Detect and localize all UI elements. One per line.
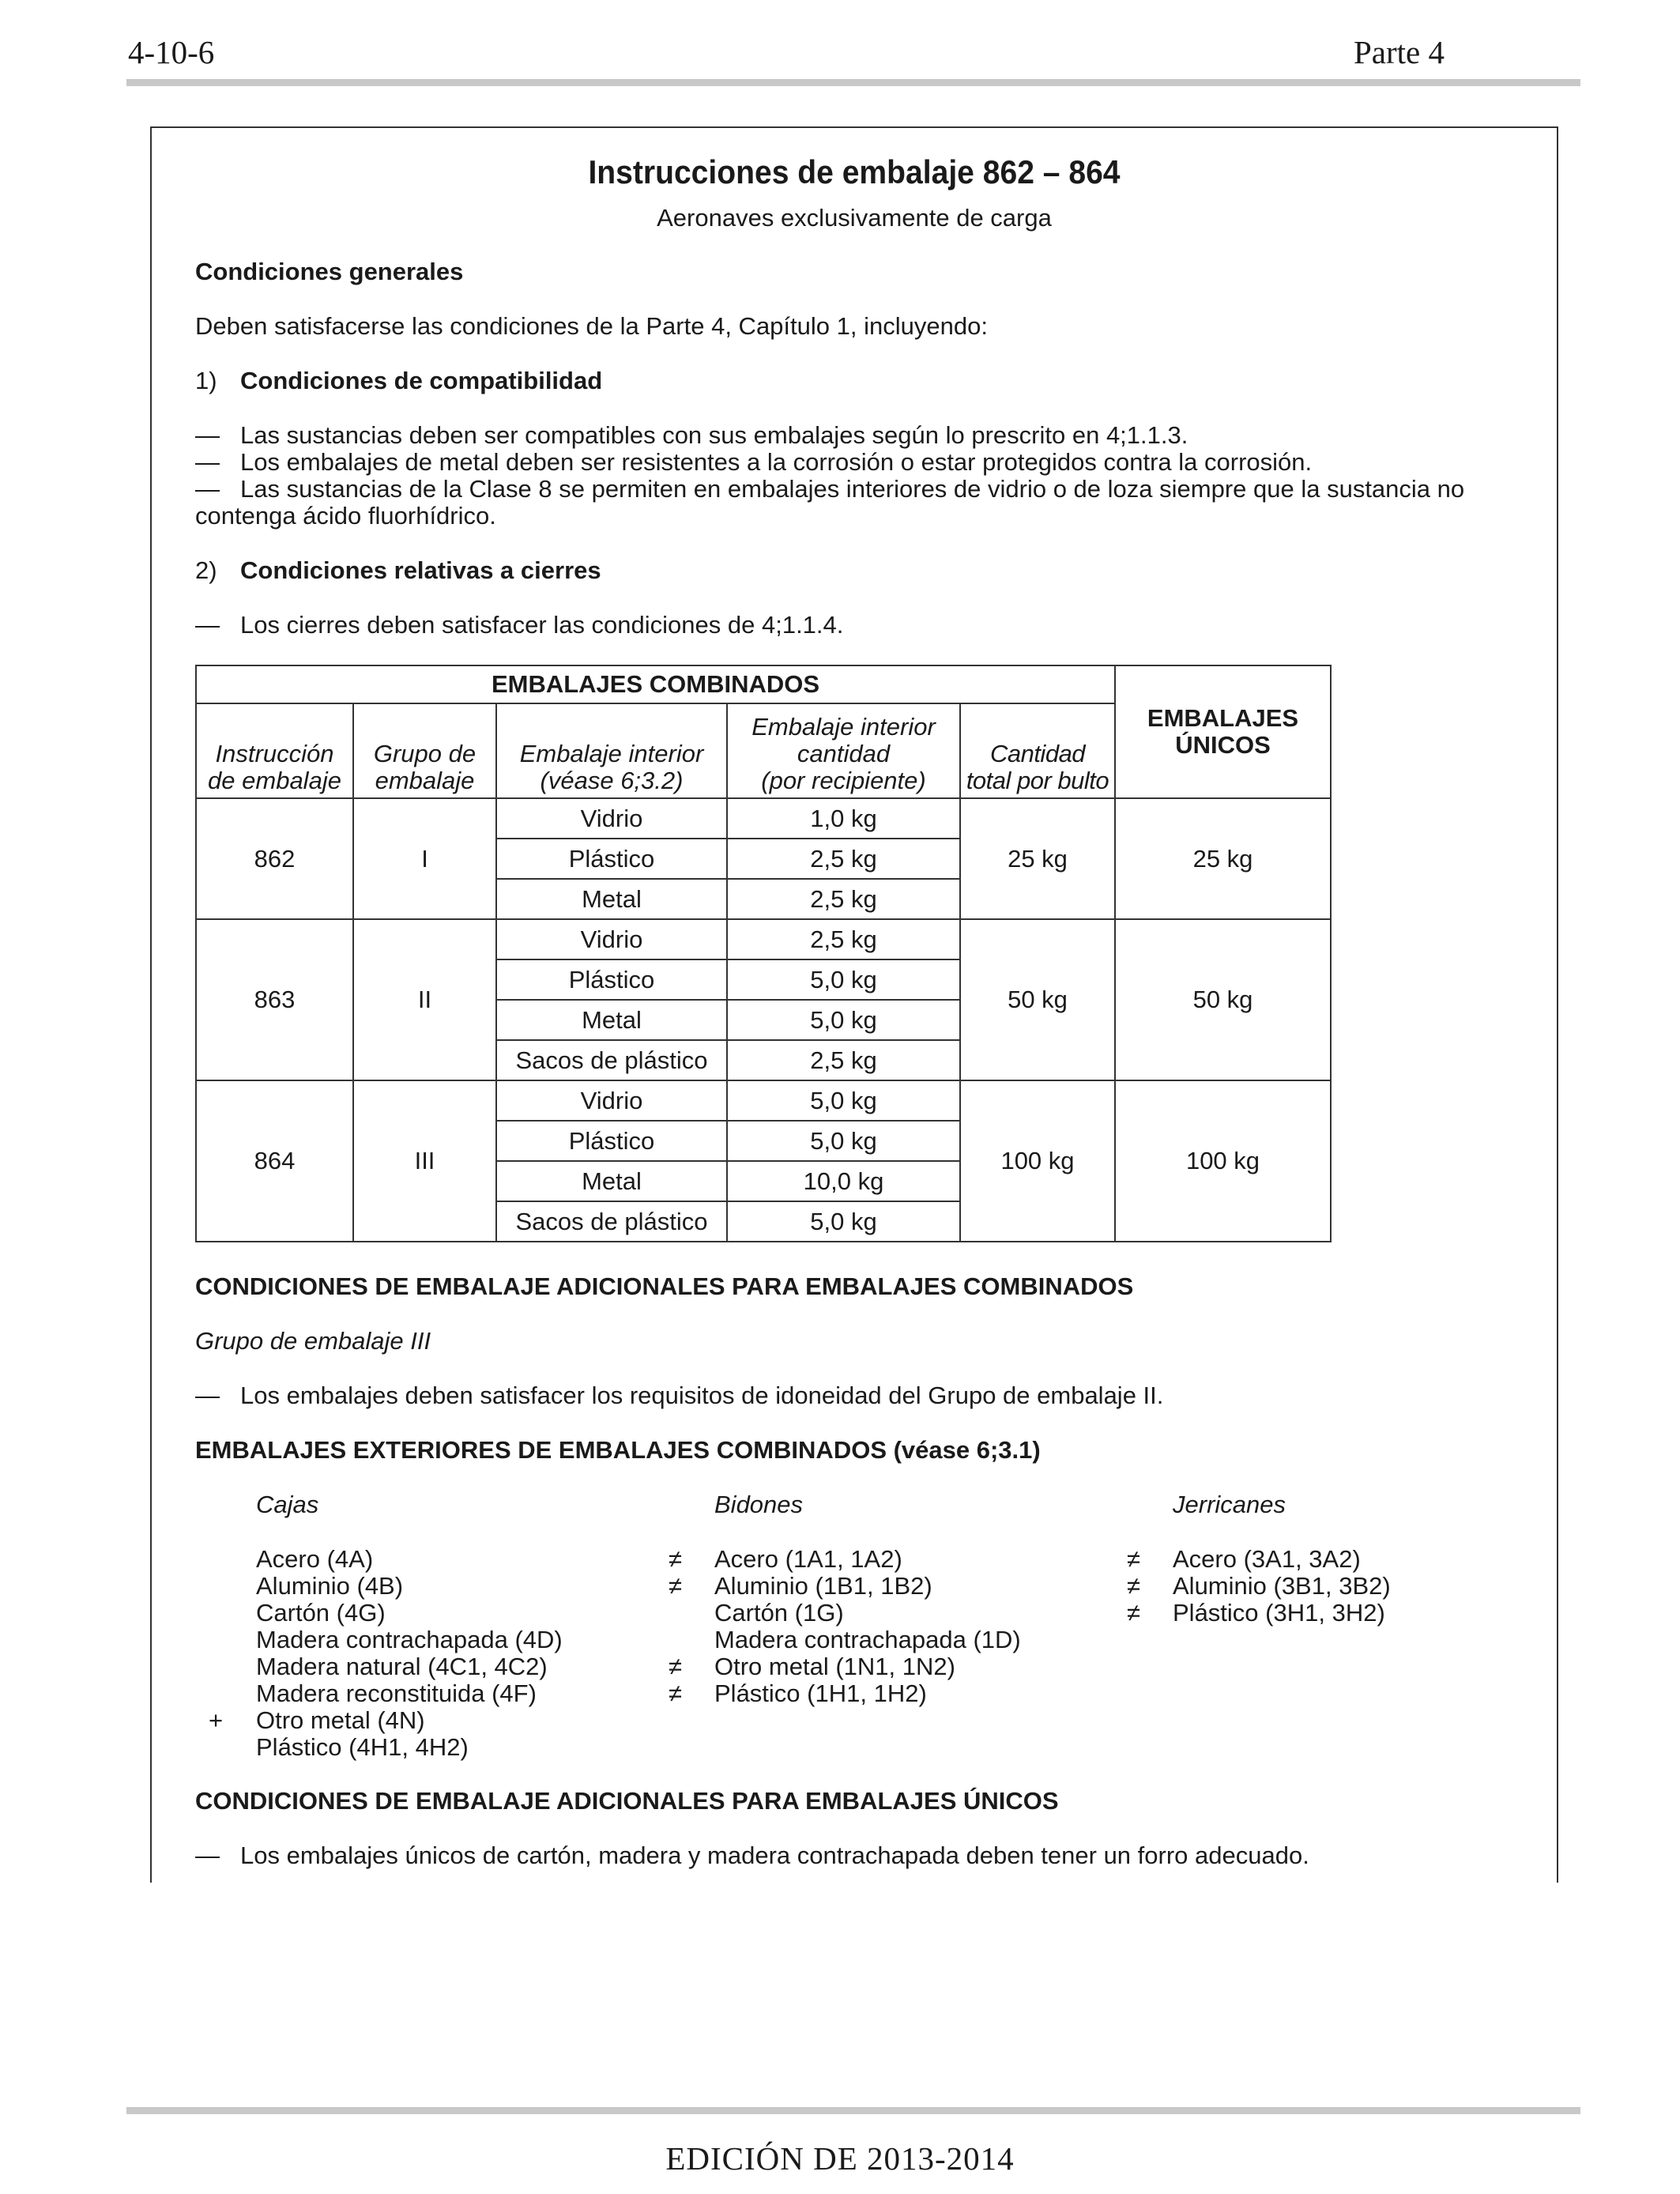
- part-label: Parte 4: [1354, 34, 1445, 70]
- single-header-line-2: ÚNICOS: [1175, 731, 1271, 759]
- outer-item: Acero (3A1, 3A2): [1173, 1545, 1361, 1573]
- general-intro: Deben satisfacerse las condiciones de la Parte 4, Capítulo 1, incluyendo:: [195, 312, 988, 340]
- dash: —: [195, 475, 220, 503]
- outer-item: Plástico (3H1, 3H2): [1173, 1599, 1385, 1627]
- not-equal-mark: ≠: [669, 1679, 683, 1707]
- outer-item: Madera reconstituida (4F): [256, 1679, 537, 1707]
- inner-quantity-cell: 5,0 kg: [727, 959, 960, 1000]
- outer-item: Aluminio (4B): [256, 1572, 404, 1600]
- inner-packaging-cell: Plástico: [496, 1121, 727, 1161]
- dash: —: [195, 421, 220, 449]
- outer-item: Acero (4A): [256, 1545, 374, 1573]
- column-title-drums: Bidones: [714, 1491, 804, 1518]
- header-line: cantidad: [797, 740, 891, 767]
- col-header-group: [353, 703, 496, 798]
- not-equal-mark: ≠: [669, 1653, 683, 1680]
- compat-item-3: Las sustancias de la Clase 8 se permiten en embalajes interiores de vidrio o de loza siempre que la sustancia no: [240, 475, 1465, 503]
- page-number: 4-10-6: [128, 34, 215, 70]
- inner-quantity-cell: 5,0 kg: [727, 1000, 960, 1040]
- dash: —: [195, 1382, 220, 1409]
- dash: —: [195, 611, 220, 639]
- inner-packaging-cell: Sacos de plástico: [496, 1201, 727, 1242]
- inner-quantity-cell: 2,5 kg: [727, 1040, 960, 1080]
- total-quantity-cell: 25 kg: [960, 798, 1115, 919]
- header-line: Embalaje interior: [751, 713, 936, 741]
- packing-table: [195, 665, 1332, 1242]
- inner-quantity-cell: 10,0 kg: [727, 1161, 960, 1201]
- inner-packaging-cell: Plástico: [496, 959, 727, 1000]
- general-heading: Condiciones generales: [195, 258, 464, 285]
- instruction-cell: 864: [196, 1080, 353, 1242]
- page-title: Instrucciones de embalaje 862 – 864: [588, 153, 1121, 190]
- additional-single-item: Los embalajes únicos de cartón, madera y madera contrachapada deben tener un forro adecuado.: [240, 1842, 1309, 1869]
- combined-header: EMBALAJES COMBINADOS: [196, 665, 1115, 703]
- col-header-instruction: [196, 703, 353, 798]
- footer-rule: [126, 2107, 1580, 2114]
- section-1-number: 1): [195, 367, 217, 394]
- inner-packaging-cell: Metal: [496, 879, 727, 919]
- closure-item-1: Los cierres deben satisfacer las condiciones de 4;1.1.4.: [240, 611, 844, 639]
- header-line: Cantidad: [989, 740, 1086, 767]
- packing-group-subheading: Grupo de embalaje III: [195, 1327, 431, 1355]
- dash: —: [195, 1842, 220, 1869]
- outer-item: Plástico (4H1, 4H2): [256, 1733, 469, 1761]
- outer-item: Cartón (4G): [256, 1599, 386, 1627]
- inner-packaging-cell: Vidrio: [496, 798, 727, 839]
- inner-quantity-cell: 2,5 kg: [727, 879, 960, 919]
- inner-quantity-cell: 2,5 kg: [727, 919, 960, 959]
- section-1-title: Condiciones de compatibilidad: [240, 367, 603, 394]
- outer-item: Madera natural (4C1, 4C2): [256, 1653, 548, 1680]
- inner-quantity-cell: 5,0 kg: [727, 1080, 960, 1121]
- column-title-boxes: Cajas: [256, 1491, 319, 1518]
- not-equal-mark: ≠: [1127, 1572, 1141, 1600]
- single-header-line-1: EMBALAJES: [1147, 704, 1299, 732]
- dash: —: [195, 448, 220, 476]
- col-header-inner-qty: [727, 703, 960, 798]
- compat-item-2: Los embalajes de metal deben ser resistentes a la corrosión o estar protegidos contra la corrosión.: [240, 448, 1313, 476]
- single-packaging-cell: 25 kg: [1115, 798, 1331, 919]
- plus-mark: +: [209, 1706, 224, 1734]
- additional-combined-item: Los embalajes deben satisfacer los requisitos de idoneidad del Grupo de embalaje II.: [240, 1382, 1164, 1409]
- section-2-number: 2): [195, 556, 217, 584]
- inner-packaging-cell: Vidrio: [496, 919, 727, 959]
- column-title-jerricans: Jerricanes: [1173, 1491, 1286, 1518]
- single-packaging-cell: 50 kg: [1115, 919, 1331, 1080]
- inner-quantity-cell: 2,5 kg: [727, 839, 960, 879]
- header-line: (por recipiente): [761, 767, 926, 794]
- outer-item: Plástico (1H1, 1H2): [714, 1679, 927, 1707]
- header-line: Grupo de: [373, 740, 477, 767]
- packing-group-cell: III: [353, 1080, 496, 1242]
- inner-packaging-cell: Plástico: [496, 839, 727, 879]
- single-header: [1115, 665, 1331, 798]
- outer-item: Madera contrachapada (1D): [714, 1626, 1021, 1653]
- compat-item-3-cont: contenga ácido fluorhídrico.: [195, 502, 496, 530]
- outer-item: Aluminio (3B1, 3B2): [1173, 1572, 1391, 1600]
- outer-item: Aluminio (1B1, 1B2): [714, 1572, 932, 1600]
- col-header-inner: [496, 703, 727, 798]
- header-line: de embalaje: [208, 767, 341, 794]
- outer-packagings-heading: EMBALAJES EXTERIORES DE EMBALAJES COMBINADOS (véase 6;3.1): [195, 1436, 1041, 1464]
- outer-item: Otro metal (1N1, 1N2): [714, 1653, 955, 1680]
- header-line: Instrucción: [215, 740, 334, 767]
- inner-packaging-cell: Metal: [496, 1161, 727, 1201]
- total-quantity-cell: 50 kg: [960, 919, 1115, 1080]
- not-equal-mark: ≠: [669, 1545, 683, 1573]
- inner-packaging-cell: Sacos de plástico: [496, 1040, 727, 1080]
- not-equal-mark: ≠: [1127, 1599, 1141, 1627]
- header-line: embalaje: [375, 767, 475, 794]
- instruction-cell: 863: [196, 919, 353, 1080]
- inner-quantity-cell: 5,0 kg: [727, 1121, 960, 1161]
- header-line: total por bulto: [966, 767, 1109, 794]
- compat-item-1: Las sustancias deben ser compatibles con sus embalajes según lo prescrito en 4;1.1.3.: [240, 421, 1188, 449]
- packing-group-cell: II: [353, 919, 496, 1080]
- not-equal-mark: ≠: [1127, 1545, 1141, 1573]
- single-packaging-cell: 100 kg: [1115, 1080, 1331, 1242]
- packing-group-cell: I: [353, 798, 496, 919]
- not-equal-mark: ≠: [669, 1572, 683, 1600]
- col-header-total: [960, 703, 1115, 798]
- additional-combined-heading: CONDICIONES DE EMBALAJE ADICIONALES PARA EMBALAJES COMBINADOS: [195, 1272, 1134, 1300]
- total-quantity-cell: 100 kg: [960, 1080, 1115, 1242]
- header-line: Embalaje interior: [519, 740, 704, 767]
- inner-packaging-cell: Vidrio: [496, 1080, 727, 1121]
- section-2-title: Condiciones relativas a cierres: [240, 556, 601, 584]
- header-line: (véase 6;3.2): [540, 767, 684, 794]
- page-subtitle: Aeronaves exclusivamente de carga: [657, 204, 1052, 232]
- inner-packaging-cell: Metal: [496, 1000, 727, 1040]
- outer-item: Madera contrachapada (4D): [256, 1626, 563, 1653]
- edition-footer: EDICIÓN DE 2013-2014: [665, 2140, 1015, 2177]
- outer-item: Cartón (1G): [714, 1599, 844, 1627]
- outer-item: Acero (1A1, 1A2): [714, 1545, 902, 1573]
- additional-single-heading: CONDICIONES DE EMBALAJE ADICIONALES PARA EMBALAJES ÚNICOS: [195, 1787, 1059, 1815]
- outer-item: Otro metal (4N): [256, 1706, 425, 1734]
- inner-quantity-cell: 5,0 kg: [727, 1201, 960, 1242]
- inner-quantity-cell: 1,0 kg: [727, 798, 960, 839]
- instruction-cell: 862: [196, 798, 353, 919]
- header-rule: [126, 79, 1580, 86]
